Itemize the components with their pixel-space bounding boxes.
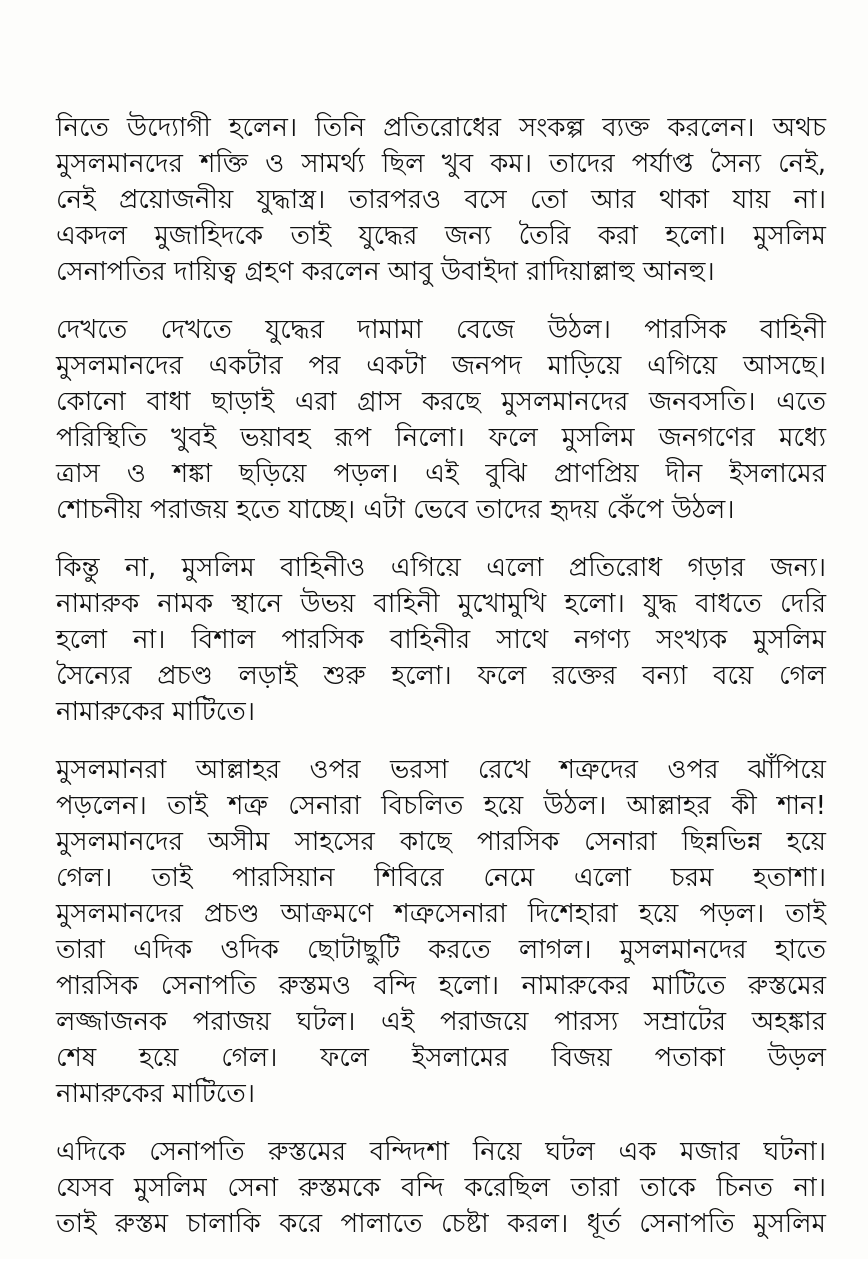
text-line: দেখতে দেখতে যুদ্ধের দামামা বেজে উঠল। পারসিক বাহিনী <box>56 315 826 345</box>
text-line: তাই রুস্তম চালাকি করে পালাতে চেষ্টা করল। ধূর্ত সেনাপতি মুসলিম <box>56 1209 826 1239</box>
text-line: পড়লেন। তাই শত্রু সেনারা বিচলিত হয়ে উঠল। আল্লাহর কী শান! <box>56 791 826 821</box>
text-line: নিতে উদ্যোগী হলেন। তিনি প্রতিরোধের সংকল্প ব্যক্ত করলেন। অথচ <box>56 113 826 143</box>
text-line: নামারুকের মাটিতে। <box>56 697 256 727</box>
text-line: একদল মুজাহিদকে তাই যুদ্ধের জন্য তৈরি করা হলো। মুসলিম <box>56 221 826 251</box>
text-line: লজ্জাজনক পরাজয় ঘটল। এই পরাজয়ে পারস্য সম্রাটের অহঙ্কার <box>56 1007 826 1037</box>
text-line: পারসিক সেনাপতি রুস্তমও বন্দি হলো। নামারুকের মাটিতে রুস্তমের <box>56 971 826 1001</box>
text-line: সেনাপতির দায়িত্ব গ্রহণ করলেন আবু উবাইদা রাদিয়াল্লাহু আনহু। <box>56 257 715 287</box>
text-line: মুসলমানরা আল্লাহর ওপর ভরসা রেখে শত্রুদের ওপর ঝাঁপিয়ে <box>56 755 826 785</box>
text-line: নামারুকের মাটিতে। <box>56 1079 256 1109</box>
paragraph-1 <box>56 110 826 290</box>
text-line: শেষ হয়ে গেল। ফলে ইসলামের বিজয় পতাকা উড়ল <box>56 1043 826 1073</box>
text-line: কোনো বাধা ছাড়াই এরা গ্রাস করছে মুসলমানদের জনবসতি। এতে <box>56 387 826 417</box>
text-line: মুসলমানদের শক্তি ও সামর্থ্য ছিল খুব কম। তাদের পর্যাপ্ত সৈন্য নেই, <box>56 149 826 179</box>
text-line: তারা এদিক ওদিক ছোটাছুটি করতে লাগল। মুসলমানদের হাতে <box>56 935 826 965</box>
text-line: যেসব মুসলিম সেনা রুস্তমকে বন্দি করেছিল তারা তাকে চিনত না। <box>56 1173 826 1203</box>
text-line: শোচনীয় পরাজয় হতে যাচ্ছে। এটা ভেবে তাদের হৃদয় কেঁপে উঠল। <box>56 495 735 525</box>
text-line: হলো না। বিশাল পারসিক বাহিনীর সাথে নগণ্য সংখ্যক মুসলিম <box>56 625 826 655</box>
text-line: নামারুক নামক স্থানে উভয় বাহিনী মুখোমুখি হলো। যুদ্ধ বাধতে দেরি <box>56 589 826 619</box>
text-line: কিন্তু না, মুসলিম বাহিনীও এগিয়ে এলো প্রতিরোধ গড়ার জন্য। <box>56 553 826 583</box>
text-line: গেল। তাই পারসিয়ান শিবিরে নেমে এলো চরম হতাশা। <box>56 863 826 893</box>
text-line: মুসলমানদের একটার পর একটা জনপদ মাড়িয়ে এগিয়ে আসছে। <box>56 351 826 381</box>
text-line: এদিকে সেনাপতি রুস্তমের বন্দিদশা নিয়ে ঘটল এক মজার ঘটনা। <box>56 1137 826 1167</box>
text-line: নেই প্রয়োজনীয় যুদ্ধাস্ত্র। তারপরও বসে তো আর থাকা যায় না। <box>56 185 826 215</box>
paragraph-4 <box>56 752 826 1112</box>
paragraph-2 <box>56 312 826 528</box>
text-line: সৈন্যের প্রচণ্ড লড়াই শুরু হলো। ফলে রক্তের বন্যা বয়ে গেল <box>56 661 826 691</box>
paragraph-5 <box>56 1134 826 1242</box>
text-line: মুসলমানদের অসীম সাহসের কাছে পারসিক সেনারা ছিন্নভিন্ন হয়ে <box>56 827 826 857</box>
page-text <box>56 110 826 1264</box>
text-line: পরিস্থিতি খুবই ভয়াবহ রূপ নিলো। ফলে মুসলিম জনগণের মধ্যে <box>56 423 826 453</box>
text-line: ত্রাস ও শঙ্কা ছড়িয়ে পড়ল। এই বুঝি প্রাণপ্রিয় দীন ইসলামের <box>56 459 826 489</box>
text-line: মুসলমানদের প্রচণ্ড আক্রমণে শত্রুসেনারা দিশেহারা হয়ে পড়ল। তাই <box>56 899 826 929</box>
paragraph-3 <box>56 550 826 730</box>
